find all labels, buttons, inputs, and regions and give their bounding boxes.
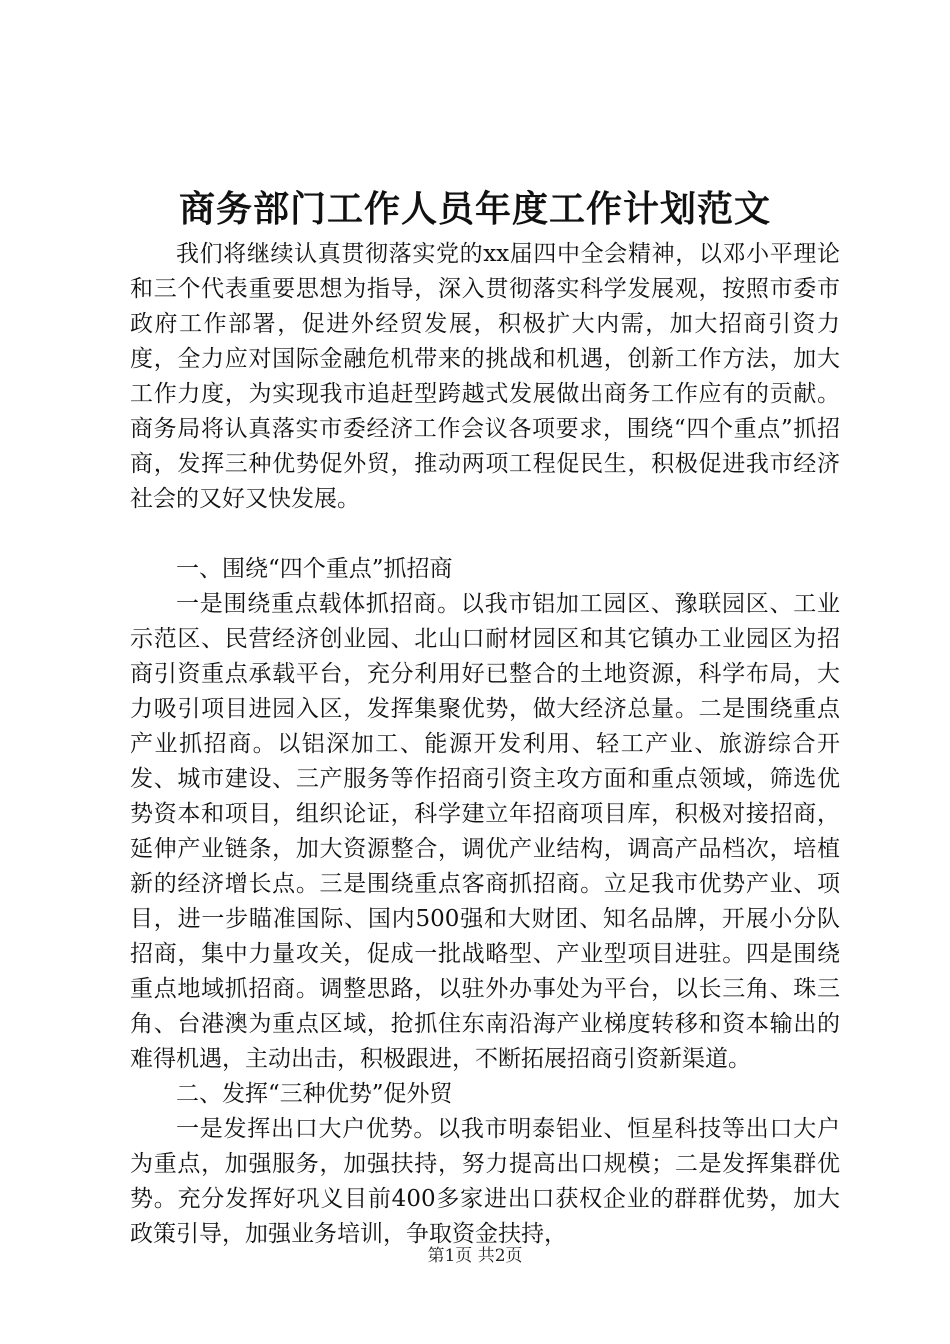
paragraph-gap bbox=[130, 517, 840, 552]
section-1-paragraph: 一是围绕重点载体抓招商。以我市铝加工园区、豫联园区、工业示范区、民营经济创业园、北山口耐材园区和其它镇办工业园区为招商引资重点承载平台，充分利用好已整合的土地资源，科学布局，大力吸引项目进园入区，发挥集聚优势，做大经济总量。二是围绕重点产业抓招商。以铝深加工、能源开发利用、轻工产业、旅游综合开发、城市建设、三产服务等作招商引资主攻方面和重点领域，筛选优势资本和项目，组织论证，科学建立年招商项目库，积极对接招商，延伸产业链条，加大资源整合，调优产业结构，调高产品档次，培植新的经济增长点。三是围绕重点客商抓招商。立足我市优势产业、项目，进一步瞄准国际、国内500强和大财团、知名品牌，开展小分队招商，集中力量攻关，促成一批战略型、产业型项目进驻。四是围绕重点地域抓招商。调整思路，以驻外办事处为平台，以长三角、珠三角、台港澳为重点区域，抢抓住东南沿海产业梯度转移和资本输出的难得机遇，主动出击，积极跟进，不断拓展招商引资新渠道。 bbox=[130, 591, 840, 1072]
section-2-paragraph: 一是发挥出口大户优势。以我市明泰铝业、恒星科技等出口大户为重点，加强服务，加强扶持，努力提高出口规模；二是发挥集群优势。充分发挥好巩义目前400多家进出口获权企业的群群优势，加大政策引导，加强业务培训，争取资金扶持， bbox=[130, 1116, 840, 1247]
intro-paragraph: 我们将继续认真贯彻落实党的xx届四中全会精神，以邓小平理论和三个代表重要思想为指导，深入贯彻落实科学发展观，按照市委市政府工作部署，促进外经贸发展，积极扩大内需，加大招商引资力度，全力应对国际金融危机带来的挑战和机遇，创新工作方法，加大工作力度，为实现我市追赶型跨越式发展做出商务工作应有的贡献。商务局将认真落实市委经济工作会议各项要求，围绕“四个重点”抓招商，发挥三种优势促外贸，推动两项工程促民生，积极促进我市经济社会的又好又快发展。 bbox=[130, 241, 840, 512]
page-footer: 第1页 共2页 bbox=[427, 1246, 523, 1266]
document-title: 商务部门工作人员年度工作计划范文 bbox=[178, 188, 771, 230]
document-body bbox=[130, 237, 840, 1252]
section-heading-1: 一、围绕“四个重点”抓招商 bbox=[176, 556, 453, 582]
section-heading-2: 二、发挥“三种优势”促外贸 bbox=[176, 1081, 453, 1107]
